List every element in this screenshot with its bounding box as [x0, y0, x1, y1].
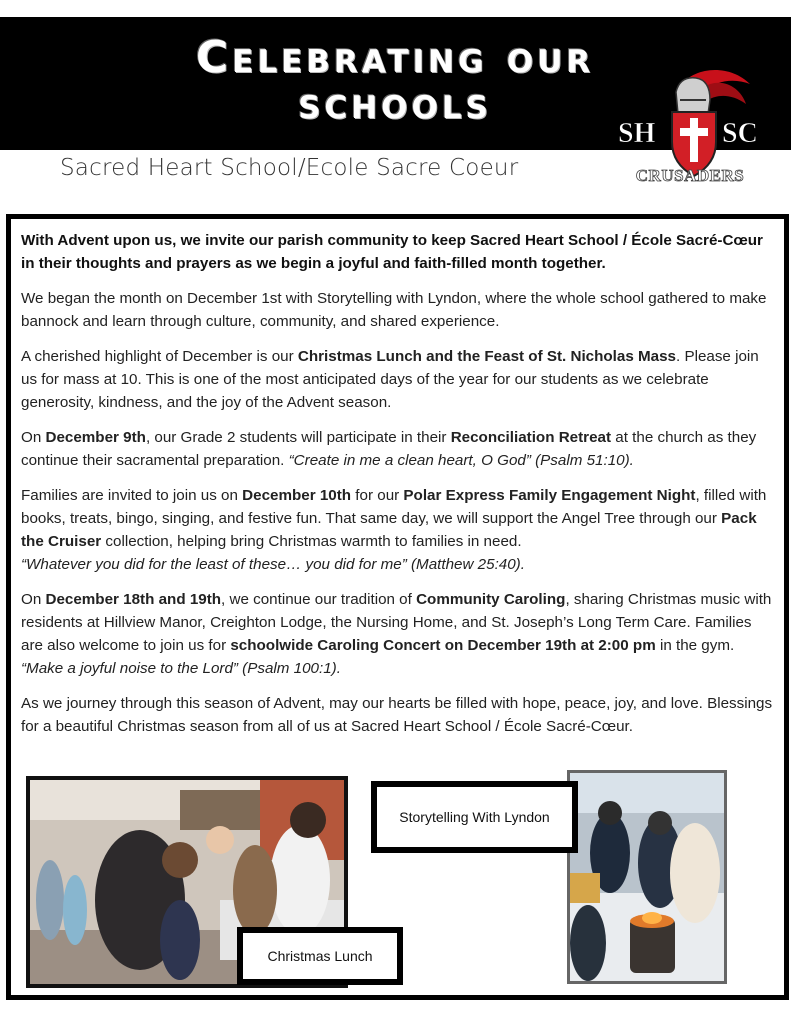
paragraph-blessings: As we journey through this season of Advent, may our hearts be filled with hope, peace, joy, and love. Blessings for a beautiful Christmas season from all of us at Sacred Heart School / École Sacré-Cœur. — [21, 695, 773, 735]
logo-left-text: SH — [618, 118, 656, 149]
paragraph-polar-express: Families are invited to join us on December 10th for our Polar Express Family Engagement Night, filled with books, treats, bingo, singing, and festive fun. That same day, we will support the Angel Tree through our Pack the Cruiser collection, helping bring Christmas warmth to families in need. “Whatever you did for the least of these… you did for me” (Matthew 25:40). — [21, 487, 767, 573]
page-title — [100, 32, 690, 129]
cross-vertical — [690, 118, 698, 162]
paragraph-storytelling: We began the month on December 1st with Storytelling with Lyndon, where the whole school gathered to make bannock and learn through culture, community, and shared experience. — [21, 290, 767, 330]
storytelling-photo-image — [570, 773, 724, 981]
storytelling-photo — [567, 770, 727, 984]
paragraph-reconciliation: On December 9th, our Grade 2 students will participate in their Reconciliation Retreat at the church as they continue their sacramental preparation. “Create in me a clean heart, O God” (Psalm 51:10). — [21, 429, 757, 469]
article-body — [21, 229, 775, 750]
article-frame — [6, 214, 789, 1000]
knight-shield-icon — [610, 66, 770, 186]
helmet-shape — [676, 78, 710, 114]
title-line-2: schools — [298, 78, 492, 129]
logo-right-text: SC — [722, 118, 758, 149]
crusaders-logo — [610, 66, 770, 186]
caption-christmas-lunch: Christmas Lunch — [237, 927, 403, 985]
caption-storytelling: Storytelling With Lyndon — [371, 781, 578, 853]
lead-paragraph: With Advent upon us, we invite our parish community to keep Sacred Heart School / École Sacré-Cœur in their thoughts and prayers as we begin a joyful and faith-filled month together. — [21, 232, 763, 272]
title-line-1: Celebrating our — [195, 32, 595, 83]
logo-bottom-text: CRUSADERS — [635, 166, 745, 185]
school-subtitle: Sacred Heart School/Ecole Sacre Coeur — [60, 155, 519, 181]
paragraph-christmas-lunch: A cherished highlight of December is our Christmas Lunch and the Feast of St. Nicholas Mass. Please join us for mass at 10. This is one of the most anticipated days of the year for our students as we celebrate generosity, kindness, and the joy of the Advent season. — [21, 348, 759, 411]
paragraph-caroling: On December 18th and 19th, we continue our tradition of Community Caroling, sharing Christmas music with residents at Hillview Manor, Creighton Lodge, the Nursing Home, and St. Joseph’s Long Term Care. Families are also welcome to join us for schoolwide Caroling Concert on December 19th at 2:00 pm in the gym. “Make a joyful noise to the Lord” (Psalm 100:1). — [21, 591, 772, 677]
cross-horizontal — [680, 128, 708, 136]
